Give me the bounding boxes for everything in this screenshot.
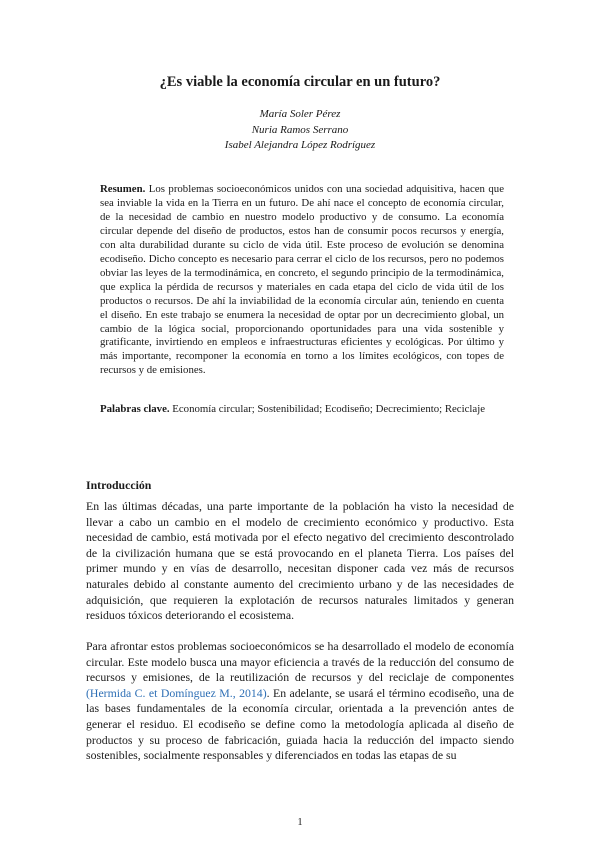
author-name: Nuria Ramos Serrano xyxy=(251,123,349,136)
body-paragraph xyxy=(86,639,514,764)
abstract-text: Los problemas socioeconómicos unidos con una sociedad adquisitiva, hacen que sea inviable la vida en la Tierra en un futuro. De ahí nace el concepto de economía circular, de la necesidad de cambio en nuestro modelo productivo y de consumo. La economía circular depende del diseño de productos, estos han de consumir pocos recursos y energía, con alta durabilidad durante su ciclo de vida útil. Este proceso de evolución se denomina ecodiseño. Dicho concepto es necesario para cerrar el ciclo de los recursos, pero no podemos obviar las leyes de la termodinámica, en concreto, el segundo principio de la termodinámica, que explica la pérdida de recursos y materiales en cada etapa del ciclo de vida útil de los productos o recursos. De ahí la inviabilidad de la economía circular aún, teniendo en cuenta el diseño. En este trabajo se enumera la necesidad de optar por un decrecimiento global, un cambio de la lógica social, proporcionando oportunidades para una vida sostenible y gratificante, invirtiendo en empleos e infraestructuras eficientes y ecológicas. Por último y más importante, recomponer la economía en torno a los límites ecológicos, con topes de recursos y de emisiones. xyxy=(100,183,504,377)
page-number: 1 xyxy=(297,817,303,828)
author-name: Isabel Alejandra López Rodríguez xyxy=(224,139,376,151)
paper-title: ¿Es viable la economía circular en un futuro? xyxy=(159,74,441,90)
section-heading: Introducción xyxy=(86,478,152,492)
citation-link[interactable]: (Hermida C. et Domínguez M., 2014) xyxy=(86,685,267,700)
paragraph-text: Para afrontar estos problemas socioeconómicos se ha desarrollado el modelo de economía circular. Este modelo busca una mayor eficiencia a través de la reducción del consumo de recursos y emisiones, de la reutilización de recursos y del reciclaje de componentes xyxy=(86,639,514,685)
keywords xyxy=(100,402,504,417)
keywords-text: Economía circular; Sostenibilidad; Ecodiseño; Decrecimiento; Reciclaje xyxy=(172,403,485,415)
abstract xyxy=(100,183,504,378)
author-list xyxy=(0,107,600,154)
keywords-label: Palabras clave. xyxy=(100,403,170,415)
author-name: María Soler Pérez xyxy=(259,108,341,120)
body-paragraph: En las últimas décadas, una parte importante de la población ha visto la necesidad de llevar a cabo un cambio en el modelo de crecimiento económico y productivo. Esta necesidad de cambio, está motivada por el efecto negativo del crecimiento descontrolado de la civilización humana que se está provocando en el planeta Tierra. Los países del primer mundo y en vías de desarrollo, necesitan disponer cada vez más de recursos naturales debido al constante aumento del crecimiento urbano y de las necesidades de adquisición, que requieren la explotación de recursos naturales limitados y generan residuos tóxicos deteriorando el ecosistema. xyxy=(86,499,514,623)
abstract-label: Resumen. xyxy=(100,183,146,195)
paragraph-text: . En adelante, se usará el término ecodiseño, una de las bases fundamentales de la economía circular, orientada a la prevención antes de generar el residuo. El ecodiseño se define como la metodología aplicada al diseño de productos y su proceso de fabricación, guiada hacia la reducción del impacto siendo sostenibles, socialmente responsables y diferenciados en todas las etapas de su xyxy=(86,685,514,763)
